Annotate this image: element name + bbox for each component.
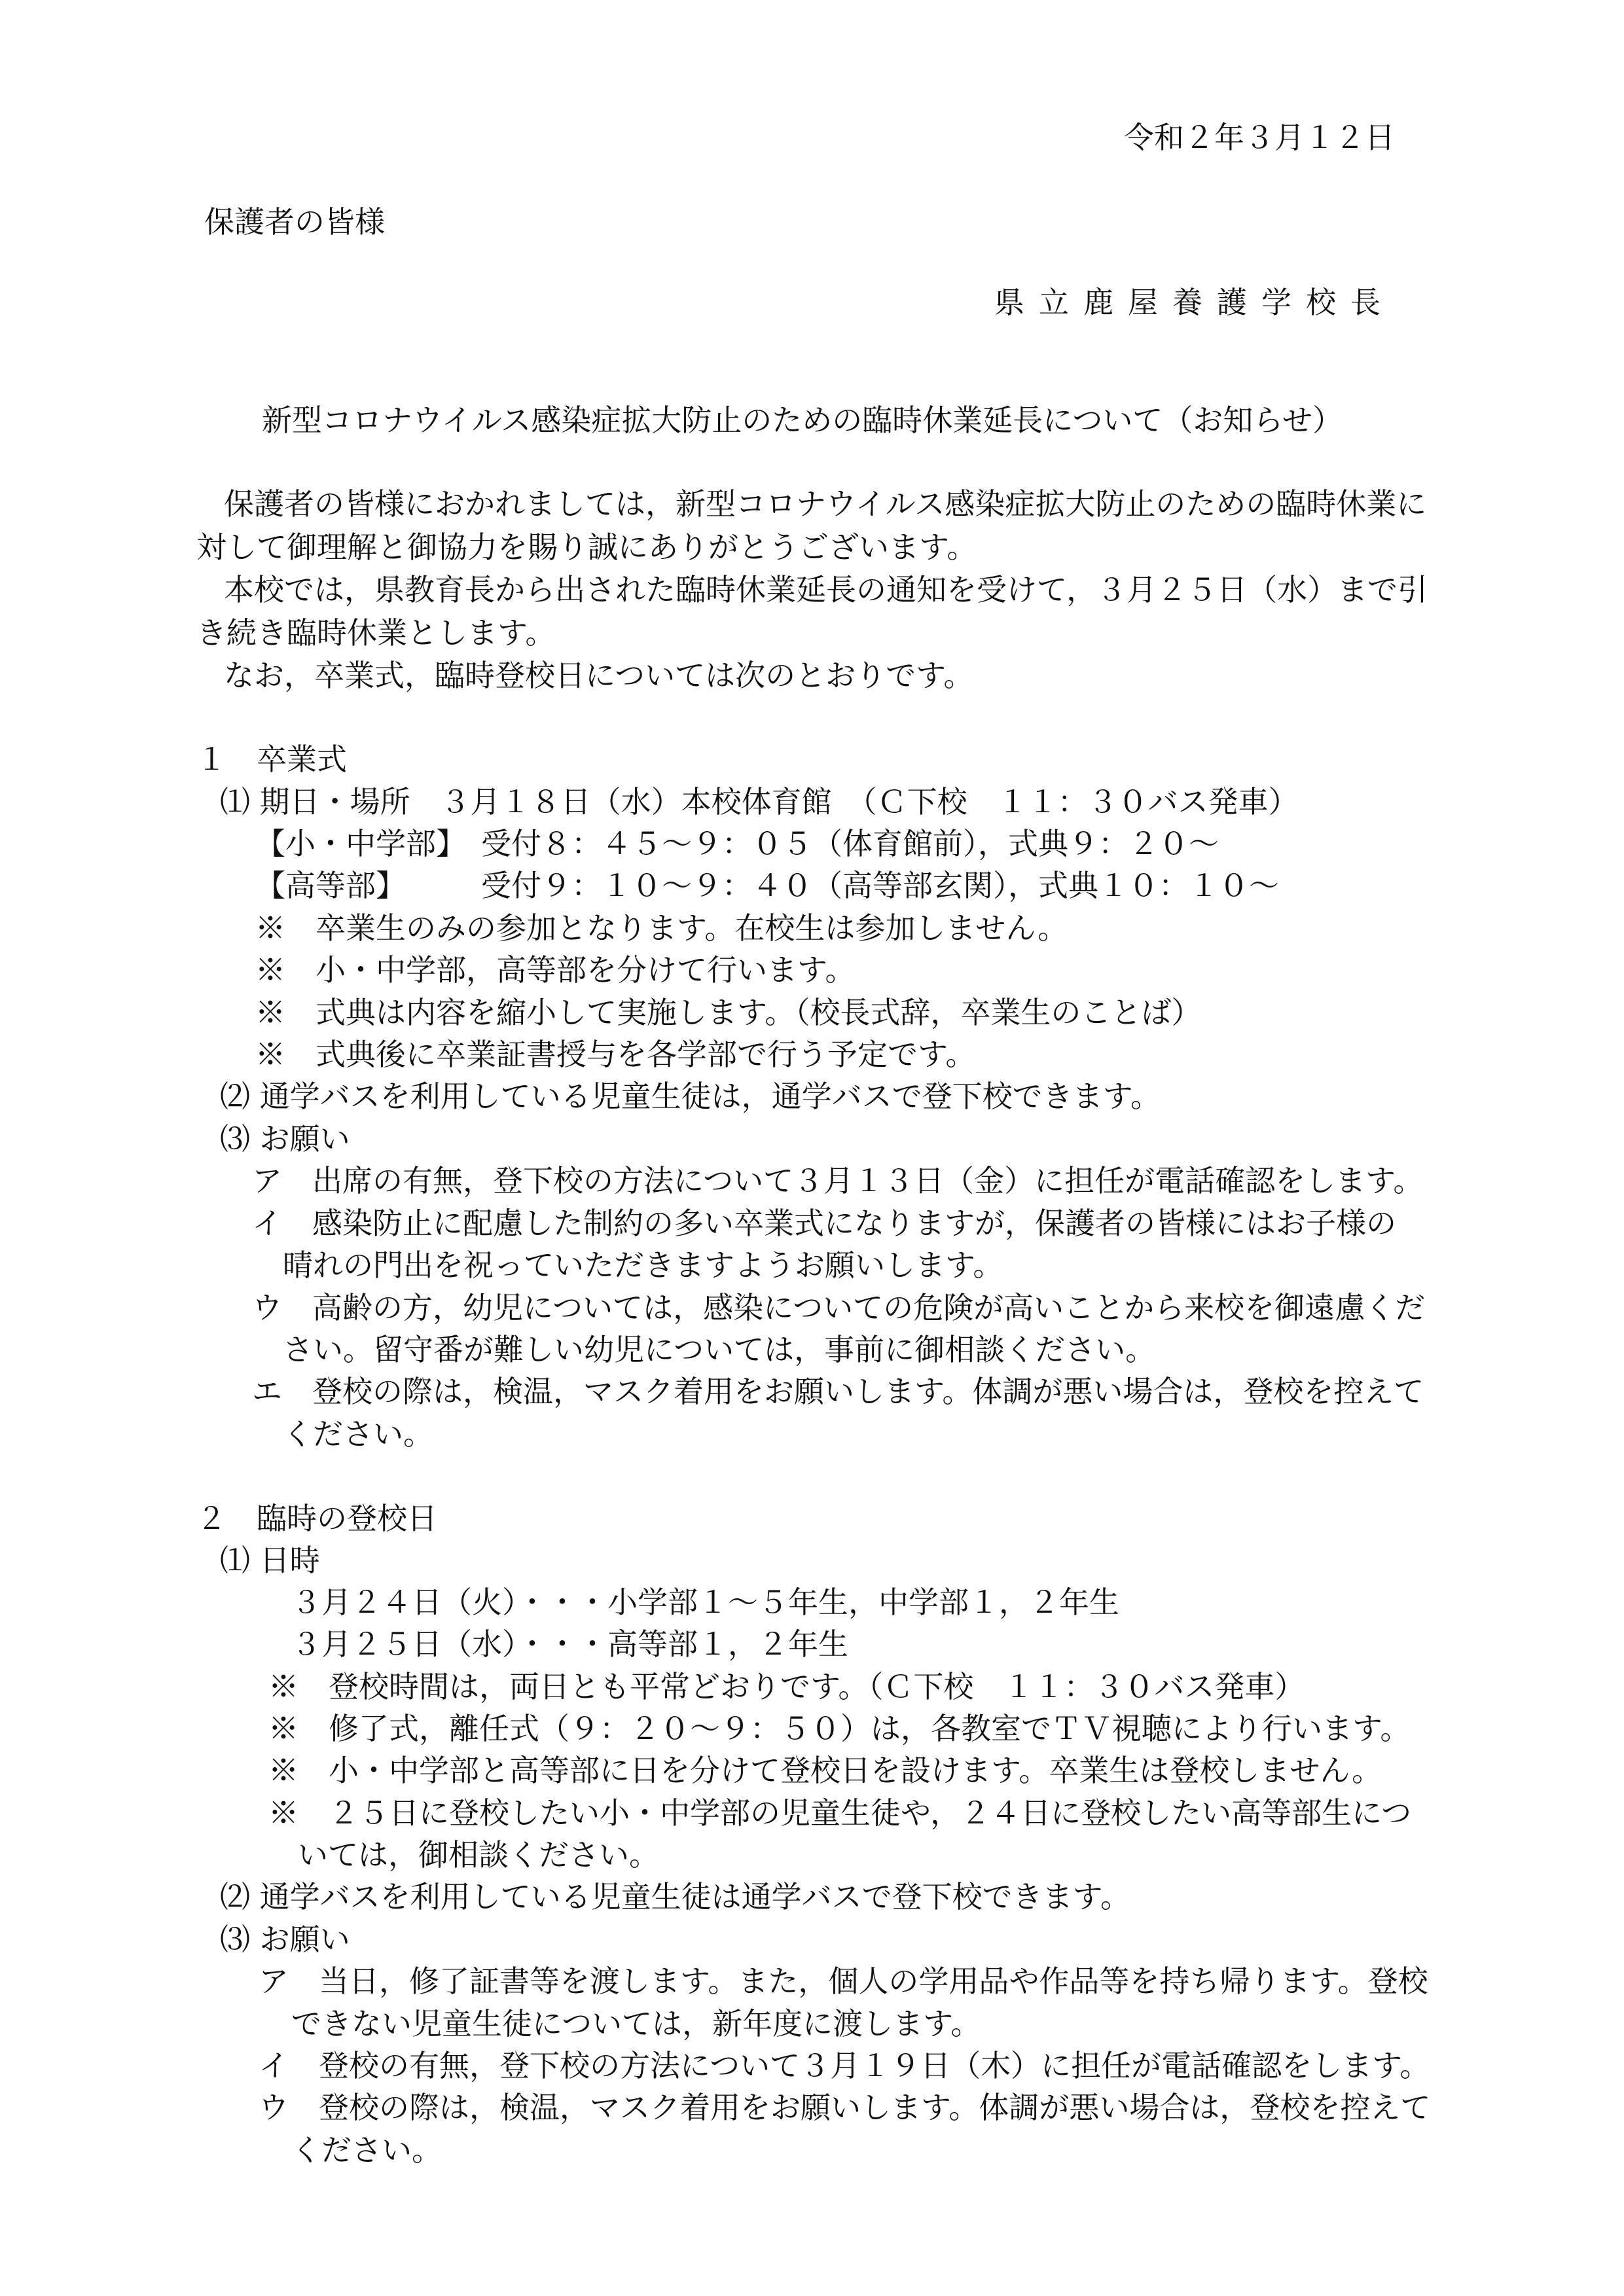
intro-line: き続き臨時休業とします。: [196, 615, 556, 651]
section2-note: ※ 小・中学部と高等部に日を分けて登校日を設けます。卒業生は登校しません。: [268, 1753, 1382, 1788]
intro-line: なお，卒業式，臨時登校日については次のとおりです。: [224, 658, 974, 693]
document-title: 新型コロナウイルス感染症拡大防止のための臨時休業延長について（お知らせ）: [262, 403, 1343, 438]
section1-request: イ 感染防止に配慮した制約の多い卒業式になりますが，保護者の皆様にはお子様の: [252, 1206, 1396, 1241]
section2-line: ⑴ 日時: [220, 1543, 320, 1578]
section2-line: ３月２５日（水）・・・高等部１，２年生: [291, 1626, 848, 1662]
intro-line: 本校では，県教育長から出された臨時休業延長の通知を受けて，３月２５日（水）まで引: [224, 572, 1428, 607]
section1-note: ※ 式典後に卒業証書授与を各学部で行う予定です。: [255, 1037, 976, 1072]
section1-line: ⑵ 通学バスを利用している児童生徒は，通学バスで登下校できます。: [220, 1079, 1161, 1114]
section1-request: エ 登校の際は，検温，マスク着用をお願いします。体調が悪い場合は，登校を控えて: [252, 1374, 1424, 1409]
section2-line: ⑵ 通学バスを利用している児童生徒は通学バスで登下校できます。: [220, 1879, 1130, 1914]
section2-note: いては，御相談ください。: [298, 1837, 659, 1873]
section2-note: ※ 登校時間は，両日とも平常どおりです。（Ｃ下校 １１：３０バス発車）: [268, 1669, 1305, 1704]
intro-line: 保護者の皆様におかれましては，新型コロナウイルス感染症拡大防止のための臨時休業に: [224, 486, 1427, 522]
sender: 県立鹿屋養護学校長: [994, 285, 1395, 320]
section1-request: ア 出席の有無，登下校の方法について３月１３日（金）に担任が電話確認をします。: [252, 1163, 1424, 1198]
section1-note: ※ 卒業生のみの参加となります。在校生は参加しません。: [255, 910, 1068, 946]
section1-line: ⑶ お願い: [220, 1121, 350, 1157]
section2-line: ３月２４日（火）・・・小学部１～５年生，中学部１，２年生: [291, 1585, 1119, 1620]
section1-request: さい。留守番が難しい幼児については，事前に御相談ください。: [283, 1332, 1156, 1367]
section1-line: ⑴ 期日・場所 ３月１８日（水）本校体育館 （Ｃ下校 １１：３０バス発車）: [220, 784, 1299, 819]
section2-request: ください。: [291, 2132, 442, 2168]
section2-request: ア 当日，修了証書等を渡します。また，個人の学用品や作品等を持ち帰ります。登校: [259, 1964, 1428, 1999]
section2-request: できない児童生徒については，新年度に渡します。: [291, 2006, 981, 2041]
section1-request: 晴れの門出を祝っていただきますようお願いします。: [283, 1247, 1003, 1283]
addressee: 保護者の皆様: [204, 204, 385, 240]
document-date: 令和２年３月１２日: [1124, 120, 1395, 155]
section-heading-graduation: １ 卒業式: [196, 742, 347, 777]
section2-note: ※ 修了式，離任式（９：２０～９：５０）は，各教室でＴＶ視聴により行います。: [268, 1711, 1411, 1746]
section1-line: 【小・中学部】 受付８：４５～９：０５（体育館前），式典９：２０～: [255, 826, 1219, 861]
section2-line: ⑶ お願い: [220, 1922, 350, 1957]
section1-note: ※ 小・中学部，高等部を分けて行います。: [255, 952, 856, 988]
section1-note: ※ 式典は内容を縮小して実施します。（校長式辞，卒業生のことば）: [255, 995, 1202, 1030]
section1-request: ウ 高齢の方，幼児については，感染についての危険が高いことから来校を御遠慮くだ: [252, 1290, 1426, 1325]
intro-line: 対して御理解と御協力を賜り誠にありがとうございます。: [196, 529, 977, 565]
section2-note: ※ ２５日に登校したい小・中学部の児童生徒や，２４日に登校したい高等部生につ: [268, 1795, 1412, 1831]
section2-request: ウ 登校の際は，検温，マスク着用をお願いします。体調が悪い場合は，登校を控えて: [259, 2090, 1431, 2125]
section2-request: イ 登校の有無，登下校の方法について３月１９日（木）に担任が電話確認をします。: [259, 2048, 1430, 2083]
section-heading-school-day: ２ 臨時の登校日: [196, 1501, 437, 1536]
section1-request: ください。: [283, 1416, 433, 1452]
section1-line: 【高等部】 受付９：１０～９：４０（高等部玄関），式典１０：１０～: [255, 868, 1279, 903]
